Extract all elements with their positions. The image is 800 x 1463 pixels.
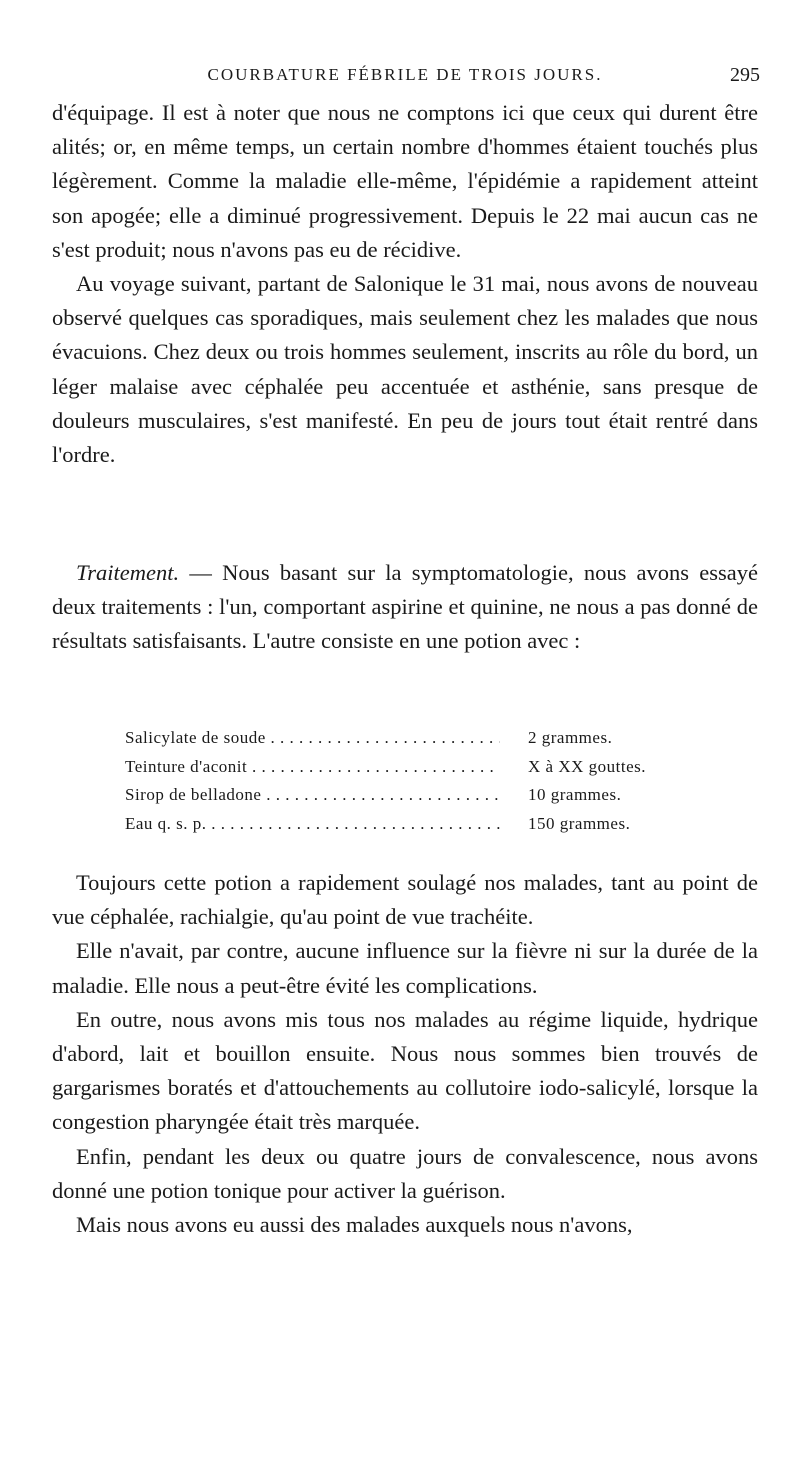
- text-block-top: [52, 96, 758, 472]
- prescription-row: [125, 810, 725, 839]
- treatment-heading: Traitement.: [76, 560, 180, 585]
- prescription-ingredient: Eau q. s. p. . . .: [125, 810, 500, 839]
- prescription-list: [125, 724, 725, 838]
- paragraph-treatment: [52, 556, 758, 659]
- page-number: 295: [730, 64, 760, 86]
- text-block-bottom: [52, 866, 758, 1242]
- paragraph-convalescence: Enfin, pendant les deux ou quatre jours de convalescence, nous avons donné une potion tonique pour activer la guérison.: [52, 1143, 758, 1203]
- prescription-ingredient: Sirop de belladone . . .: [125, 781, 500, 810]
- paragraph-equipage: d'équipage. Il est à noter que nous ne comptons ici que ceux qui durent être alités; or, en même temps, un certain nombre d'hommes étaient touchés plus légèrement. Comme la maladie elle-même, l'épidémie a rapidement atteint son apogée; elle a diminué progressivement. Depuis le 22 mai aucun cas ne s'est produit; nous n'avons pas eu de récidive.: [52, 100, 758, 262]
- paragraph-regime: En outre, nous avons mis tous nos malades au régime liquide, hydrique d'abord, lait et bouillon ensuite. Nous nous sommes bien trouvés de gargarismes boratés et d'attouchements au collutoire iodo-salicylé, lorsque la congestion pharyngée était très marquée.: [52, 1006, 758, 1135]
- prescription-row: [125, 753, 725, 782]
- prescription-ingredient: Teinture d'aconit . . .: [125, 753, 500, 782]
- paragraph-potion: Toujours cette potion a rapidement soulagé nos malades, tant au point de vue céphalée, rachialgie, qu'au point de vue trachéite.: [52, 870, 758, 930]
- prescription-row: [125, 781, 725, 810]
- prescription-amount: 2 grammes.: [528, 728, 613, 747]
- paragraph-voyage: Au voyage suivant, partant de Salonique le 31 mai, nous avons de nouveau observé quelques cas sporadiques, mais seulement chez les malades que nous évacuions. Chez deux ou trois hommes seulement, inscrits au rôle du bord, un léger malaise avec céphalée peu accentuée et asthénie, sans presque de douleurs musculaires, s'est manifesté. En peu de jours tout était rentré dans l'ordre.: [52, 271, 758, 468]
- prescription-amount: X à XX gouttes.: [528, 756, 646, 776]
- treatment-section: [52, 556, 758, 659]
- prescription-amount: 150 grammes.: [528, 813, 631, 833]
- paragraph-fievre: Elle n'avait, par contre, aucune influence sur la fièvre ni sur la durée de la maladie. Elle nous a peut-être évité les complications.: [52, 938, 758, 998]
- prescription-amount: 10 grammes.: [528, 785, 622, 804]
- running-title: COURBATURE FÉBRILE DE TROIS JOURS.: [207, 65, 603, 84]
- treatment-text: — Nous basant sur la symptomatologie, nous avons essayé deux traitements : l'un, comportant aspirine et quinine, ne nous a pas donné de résultats satisfaisants. L'autre consiste en une potion avec :: [52, 560, 758, 654]
- page-header: [60, 60, 760, 90]
- paragraph-malades: Mais nous avons eu aussi des malades auxquels nous n'avons,: [76, 1212, 633, 1238]
- prescription-row: [125, 724, 725, 753]
- prescription-ingredient: Salicylate de soude . . .: [125, 724, 500, 753]
